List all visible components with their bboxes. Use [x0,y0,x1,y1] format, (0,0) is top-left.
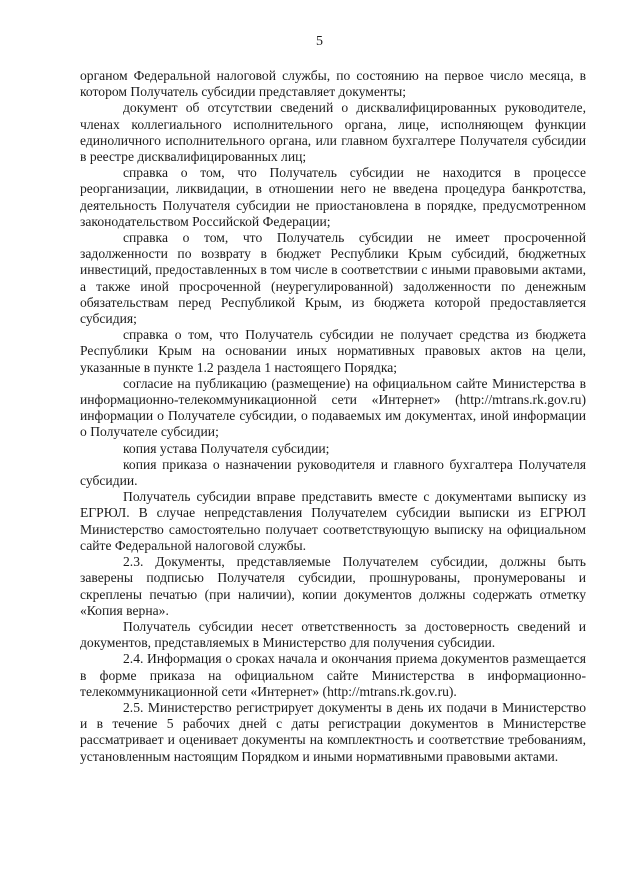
paragraph-2-4: 2.4. Информация о сроках начала и окончания приема документов размещается в форме приказа на официальном сайте Министерства в информационно-телекоммуникационной сети «Интернет» (http://mtrans.rk.gov.ru). [80,651,586,699]
paragraph-reorganization-certificate: справка о том, что Получатель субсидии не находится в процессе реорганизации, ликвидации, в отношении него не введена процедура банкротства, деятельность Получателя субсидии не приостановлена в порядке, предусмотренном законодательством Российской Федерации; [80,165,586,229]
paragraph-disqualification-document: документ об отсутствии сведений о дисквалифицированных руководителе, членах коллегиального исполнительного органа, лице, исполняющем функции единоличного исполнительного органа, или главном бухгалтере Получателя субсидии в реестре дисквалифицированных лиц; [80,100,586,165]
paragraph-2-3: 2.3. Документы, представляемые Получателем субсидии, должны быть заверены подписью Получателя субсидии, прошнурованы, пронумерованы и скреплены печатью (при наличии), копии документов должны содержать отметку «Копия верна». [80,554,586,618]
paragraph-debt-certificate: справка о том, что Получатель субсидии не имеет просроченной задолженности по возврату в бюджет Республики Крым субсидий, бюджетных инвестиций, предоставленных в том числе в соответствии с иными правовыми актами, а также иной просроченной (неурегулированной) задолженности по денежным обязательствам перед Республикой Крым, из бюджета которой предоставляется субсидия; [80,230,586,327]
paragraph-order-copy: копия приказа о назначении руководителя и главного бухгалтера Получателя субсидии. [80,456,586,489]
paragraph-egrul-extract: Получатель субсидии вправе представить вместе с документами выписку из ЕГРЮЛ. В случае непредставления Получателем субсидии выписки из ЕГРЮЛ Министерство самостоятельно получает соответствующую выписку на официальном сайте Федеральной налоговой службы. [80,489,586,553]
paragraph-budget-funds-certificate: справка о том, что Получатель субсидии не получает средства из бюджета Республики Крым на основании иных нормативных правовых актов на цели, указанные в пункте 1.2 раздела 1 настоящего Порядка; [80,327,586,375]
paragraph-charter-copy: копия устава Получателя субсидии; [123,440,330,456]
paragraph-2-5: 2.5. Министерство регистрирует документы в день их подачи в Министерство и в течение 5 рабочих дней с даты регистрации документов в Министерстве рассматривает и оценивает документы на комплектность и соответствие требованиям, установленным настоящим Порядком и иными нормативными правовыми актами. [80,699,586,764]
paragraph-continuation: органом Федеральной налоговой службы, по состоянию на первое число месяца, в котором Получатель субсидии представляет документы; [80,68,586,100]
paragraph-responsibility: Получатель субсидии несет ответственность за достоверность сведений и документов, представляемых в Министерство для получения субсидии. [80,618,586,651]
document-body [80,68,586,765]
paragraph-publication-consent: согласие на публикацию (размещение) на официальном сайте Министерства в информационно-телекоммуникационной сети «Интернет» (http://mtrans.rk.gov.ru) информации о Получателе субсидии, о подаваемых им документах, иной информации о Получателе субсидии; [80,375,586,440]
page-number: 5 [316,34,323,49]
